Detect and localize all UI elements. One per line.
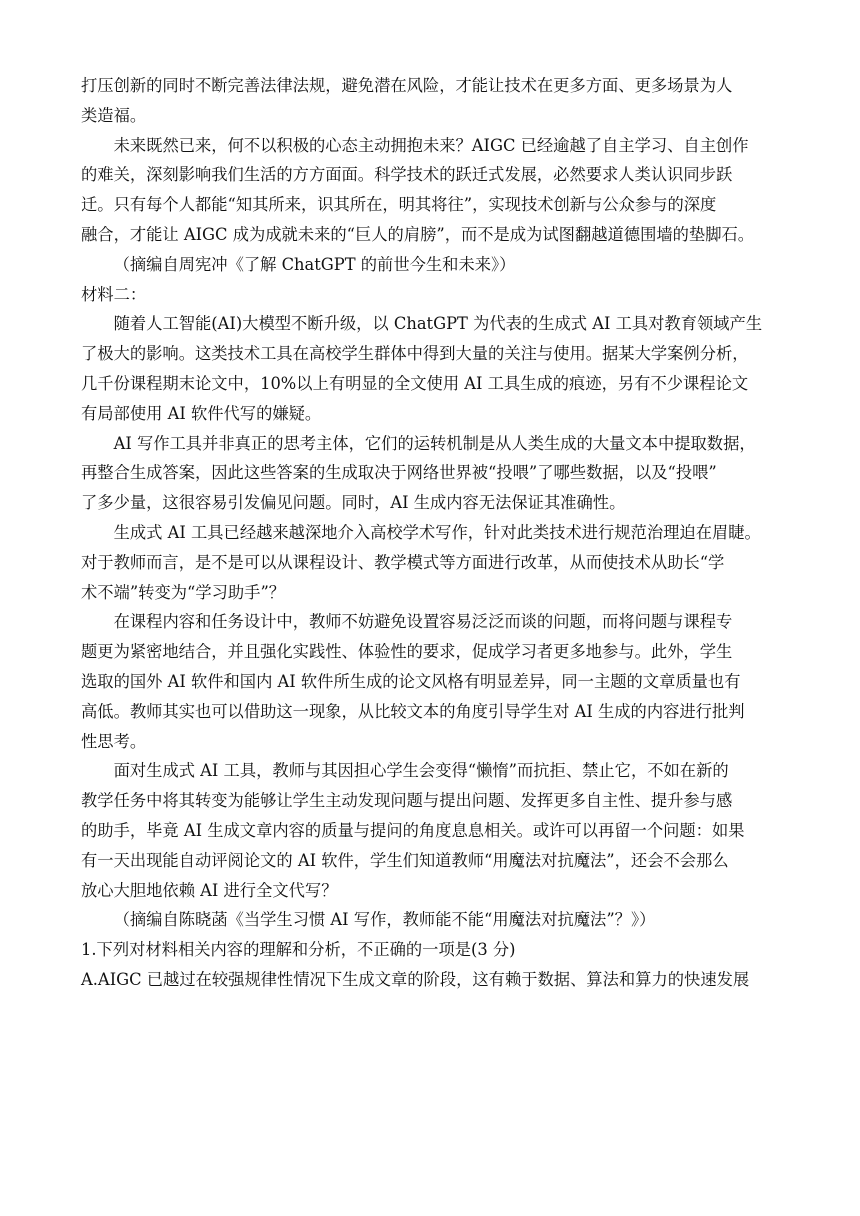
- text-line: 生成式 AI 工具已经越来越深地介入高校学术写作，针对此类技术进行规范治理迫在眉睫。: [113, 522, 761, 542]
- text-line: 题更为紧密地结合，并且强化实践性、体验性的要求，促成学习者更多地参与。此外，学生: [81, 642, 733, 662]
- text-line: （摘编自周宪冲《了解 ChatGPT 的前世今生和未来》）: [113, 254, 516, 274]
- material-2-heading: [81, 280, 781, 310]
- source-citation-2: [81, 905, 781, 935]
- text-line: 在课程内容和任务设计中，教师不妨避免设置容易泛泛而谈的问题，而将问题与课程专: [113, 612, 733, 632]
- paragraph-m2-4: [81, 607, 781, 756]
- document-page: [81, 71, 781, 995]
- text-line: 教学任务中将其转变为能够让学生主动发现问题与提出问题、发挥更多自主性、提升参与感: [81, 791, 733, 811]
- source-citation-1: [81, 250, 781, 280]
- text-line: 了极大的影响。这类技术工具在高校学生群体中得到大量的关注与使用。据某大学案例分析，: [81, 344, 749, 364]
- text-line: 高低。教师其实也可以借助这一现象，从比较文本的角度引导学生对 AI 生成的内容进行批判: [81, 701, 745, 721]
- paragraph-m2-1: [81, 309, 781, 428]
- question-1-option-a: [81, 965, 781, 995]
- text-line: 放心大胆地依赖 AI 进行全文代写？: [81, 880, 338, 900]
- text-line: 1.下列对材料相关内容的理解和分析，不正确的一项是(3 分): [81, 940, 516, 960]
- text-line: 性思考。: [81, 731, 147, 751]
- text-line: 未来既然已来，何不以积极的心态主动拥抱未来？AIGC 已经逾越了自主学习、自主创作: [113, 135, 749, 155]
- text-line: （摘编自陈晓菡《当学生习惯 AI 写作，教师能不能“用魔法对抗魔法”？》）: [113, 910, 656, 930]
- text-line: 了多少量，这很容易引发偏见问题。同时，AI 生成内容无法保证其准确性。: [81, 493, 626, 513]
- text-line: 迁。只有每个人都能“知其所来，识其所在，明其将往”，实现技术创新与公众参与的深度: [81, 195, 717, 215]
- text-line: 有一天出现能自动评阅论文的 AI 软件，学生们知道教师“用魔法对抗魔法”，还会不会那么: [81, 850, 729, 870]
- text-line: AI 写作工具并非真正的思考主体，它们的运转机制是从人类生成的大量文本中提取数据，: [113, 433, 756, 453]
- text-line: 随着人工智能(AI)大模型不断升级，以 ChatGPT 为代表的生成式 AI 工具对教育领域产生: [113, 314, 763, 334]
- paragraph-continued: [81, 71, 781, 131]
- text-line: 融合，才能让 AIGC 成为成就未来的“巨人的肩膀”，而不是成为试图翻越道德围墙的垫脚石。: [81, 224, 755, 244]
- text-line: A.AIGC 已越过在较强规律性情况下生成文章的阶段，这有赖于数据、算法和算力的快速发展: [81, 969, 750, 989]
- text-line: 类造福。: [81, 105, 147, 125]
- text-line: 几千份课程期末论文中，10%以上有明显的全文使用 AI 工具生成的痕迹，另有不少课程论文: [81, 373, 749, 393]
- text-line: 打压创新的同时不断完善法律法规，避免潜在风险，才能让技术在更多方面、更多场景为人: [81, 76, 733, 95]
- text-line: 再整合生成答案，因此这些答案的生成取决于网络世界被“投喂”了哪些数据，以及“投喂”: [81, 463, 717, 483]
- paragraph-m2-2: [81, 429, 781, 518]
- text-line: 有局部使用 AI 软件代写的嫌疑。: [81, 403, 322, 423]
- text-line: 面对生成式 AI 工具，教师与其因担心学生会变得“懒惰”而抗拒、禁止它，不如在新的: [113, 761, 729, 781]
- text-line: 术不端”转变为“学习助手”？: [81, 582, 286, 602]
- question-1-stem: [81, 935, 781, 965]
- text-line: 选取的国外 AI 软件和国内 AI 软件所生成的论文风格有明显差异，同一主题的文章质量也有: [81, 671, 741, 691]
- text-line: 对于教师而言，是不是可以从课程设计、教学模式等方面进行改革，从而使技术从助长“学: [81, 552, 725, 572]
- text-line: 的助手，毕竟 AI 生成文章内容的质量与提问的角度息息相关。或许可以再留一个问题：如果: [81, 820, 745, 840]
- text-line: 的难关，深刻影响我们生活的方方面面。科学技术的跃迁式发展，必然要求人类认识同步跃: [81, 165, 733, 185]
- paragraph-m2-5: [81, 756, 781, 905]
- paragraph-m2-3: [81, 518, 781, 607]
- text-line: 材料二：: [81, 284, 147, 304]
- paragraph-future: [81, 131, 781, 250]
